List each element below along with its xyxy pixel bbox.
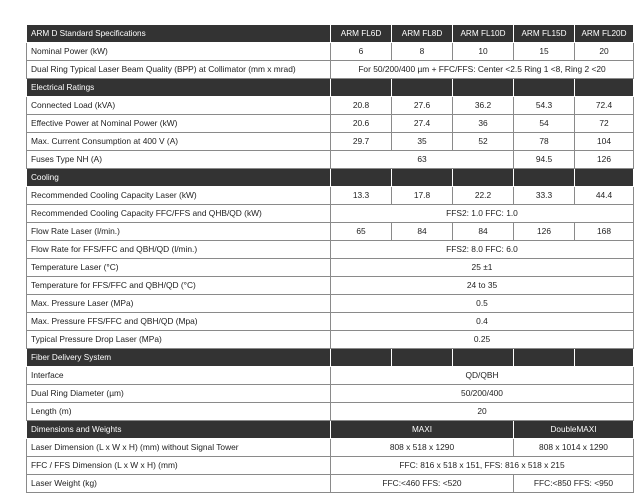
cell-value: 84 [392,223,453,241]
row-label: Temperature for FFS/FFC and QBH/QD (°C) [27,277,331,295]
cell-value: 36 [453,115,514,133]
row-label: Max. Pressure Laser (MPa) [27,295,331,313]
row-label: Nominal Power (kW) [27,43,331,61]
cell-value: 72.4 [575,97,634,115]
section-title: Fiber Delivery System [27,349,331,367]
cell-value: 0.4 [331,313,634,331]
cell-value: 84 [453,223,514,241]
table-row [27,115,634,133]
model-header: ARM FL10D [453,25,514,43]
section-header [27,169,634,187]
cell-value: 168 [575,223,634,241]
cell-value: QD/QBH [331,367,634,385]
row-label: Dual Ring Diameter (µm) [27,385,331,403]
cell-value: 20.8 [331,97,392,115]
cell-value: 54 [514,115,575,133]
row-label: Temperature Laser (°C) [27,259,331,277]
table-row [27,43,634,61]
model-header: ARM FL20D [575,25,634,43]
table-row [27,313,634,331]
table-row [27,151,634,169]
cell-value: 17.8 [392,187,453,205]
spec-table [26,24,634,493]
cell-value: 126 [575,151,634,169]
cell-value: 25 ±1 [331,259,634,277]
section-header [27,421,634,439]
model-header: ARM FL15D [514,25,575,43]
cell-value: 0.5 [331,295,634,313]
table-title: ARM D Standard Specifications [27,25,331,43]
cell-value: 33.3 [514,187,575,205]
cell-value: 65 [331,223,392,241]
cell-value: 104 [575,133,634,151]
cell-value: FFS2: 1.0 FFC: 1.0 [331,205,634,223]
section-header [27,349,634,367]
cell-value: 20.6 [331,115,392,133]
cell-value: 36.2 [453,97,514,115]
section-header [27,79,634,97]
section-title: Electrical Ratings [27,79,331,97]
table-row [27,187,634,205]
cell-value: 24 to 35 [331,277,634,295]
table-row [27,457,634,475]
cell-value: 808 x 518 x 1290 [331,439,514,457]
table-row [27,259,634,277]
cell-value: 126 [514,223,575,241]
row-label: Fuses Type NH (A) [27,151,331,169]
table-row [27,133,634,151]
cell-value: 50/200/400 [331,385,634,403]
cell-value: 29.7 [331,133,392,151]
model-header: ARM FL8D [392,25,453,43]
row-label: Length (m) [27,403,331,421]
cell-value: 20 [575,43,634,61]
cell-value: 13.3 [331,187,392,205]
row-label: Interface [27,367,331,385]
cell-value: 94.5 [514,151,575,169]
row-label: Typical Pressure Drop Laser (MPa) [27,331,331,349]
cell-value: FFS2: 8.0 FFC: 6.0 [331,241,634,259]
cell-value: 8 [392,43,453,61]
table-row [27,439,634,457]
row-label: Effective Power at Nominal Power (kW) [27,115,331,133]
row-label: Recommended Cooling Capacity FFC/FFS and QHB/QD (kW) [27,205,331,223]
row-label: Dual Ring Typical Laser Beam Quality (BPP) at Collimator (mm x mrad) [27,61,331,79]
table-row [27,277,634,295]
cabinet-header: DoubleMAXI [514,421,634,439]
table-row [27,61,634,79]
cabinet-header: MAXI [331,421,514,439]
table-header-row [27,25,634,43]
table-row [27,241,634,259]
table-row [27,403,634,421]
cell-value: 15 [514,43,575,61]
table-row [27,223,634,241]
table-row [27,97,634,115]
cell-value: 10 [453,43,514,61]
row-label: Laser Weight (kg) [27,475,331,493]
cell-value: 78 [514,133,575,151]
section-title: Cooling [27,169,331,187]
cell-value: 20 [331,403,634,421]
cell-value: FFC: 816 x 518 x 151, FFS: 816 x 518 x 215 [331,457,634,475]
row-label: FFC / FFS Dimension (L x W x H) (mm) [27,457,331,475]
table-row [27,205,634,223]
cell-value: 44.4 [575,187,634,205]
cell-value: For 50/200/400 µm + FFC/FFS: Center <2.5 Ring 1 <8, Ring 2 <20 [331,61,634,79]
row-label: Connected Load (kVA) [27,97,331,115]
cell-value: FFC:<460 FFS: <520 [331,475,514,493]
section-title: Dimensions and Weights [27,421,331,439]
cell-value: 72 [575,115,634,133]
row-label: Recommended Cooling Capacity Laser (kW) [27,187,331,205]
cell-value: 27.6 [392,97,453,115]
cell-value: FFC:<850 FFS: <950 [514,475,634,493]
table-row [27,331,634,349]
row-label: Max. Pressure FFS/FFC and QBH/QD (Mpa) [27,313,331,331]
table-row [27,367,634,385]
cell-value: 52 [453,133,514,151]
cell-value: 63 [331,151,514,169]
table-row [27,295,634,313]
cell-value: 6 [331,43,392,61]
cell-value: 22.2 [453,187,514,205]
row-label: Laser Dimension (L x W x H) (mm) without Signal Tower [27,439,331,457]
row-label: Flow Rate for FFS/FFC and QBH/QD (l/min.) [27,241,331,259]
cell-value: 54.3 [514,97,575,115]
cell-value: 0.25 [331,331,634,349]
model-header: ARM FL6D [331,25,392,43]
cell-value: 27.4 [392,115,453,133]
table-row [27,385,634,403]
row-label: Max. Current Consumption at 400 V (A) [27,133,331,151]
cell-value: 808 x 1014 x 1290 [514,439,634,457]
table-row [27,475,634,493]
cell-value: 35 [392,133,453,151]
row-label: Flow Rate Laser (l/min.) [27,223,331,241]
